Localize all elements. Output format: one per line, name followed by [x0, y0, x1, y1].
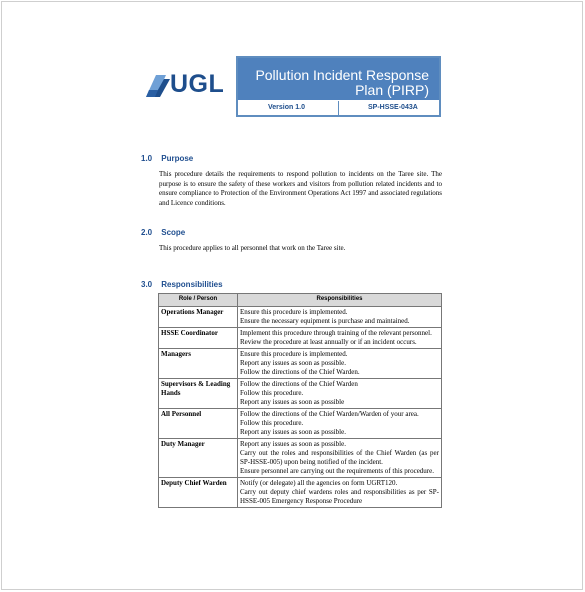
responsibilities-table — [158, 293, 442, 508]
purpose-number: 1.0 — [141, 154, 153, 163]
responsibility-line: Carry out the roles and responsibilities of the Chief Warden (as per SP-HSSE-005) upon being notified of the incident. — [240, 449, 439, 466]
title-block — [236, 56, 441, 117]
table-row — [159, 439, 442, 478]
responsibility-line: Follow this procedure. — [240, 419, 304, 427]
responsibilities-cell — [238, 409, 442, 439]
scope-text: This procedure applies to all personnel that work on the Taree site. — [159, 244, 346, 252]
responsibility-line: Review the procedure at least annually or if an incident occurs. — [240, 338, 417, 346]
responsibility-line: Follow this procedure. — [240, 389, 304, 397]
responsibilities-title: Responsibilities — [161, 280, 223, 289]
responsibilities-cell — [238, 439, 442, 478]
responsibility-line: Follow the directions of the Chief Warden — [240, 380, 358, 388]
role-cell: Deputy Chief Warden — [159, 478, 238, 508]
table-row — [159, 328, 442, 349]
version-label: Version 1.0 — [268, 104, 305, 111]
responsibility-line: Report any issues as soon as possible — [240, 398, 345, 406]
purpose-title: Purpose — [161, 154, 194, 163]
table-row — [159, 349, 442, 379]
responsibilities-cell — [238, 478, 442, 508]
role-cell: Supervisors & Leading Hands — [159, 379, 238, 409]
responsibility-line: Ensure this procedure is implemented. — [240, 350, 348, 358]
role-cell: Managers — [159, 349, 238, 379]
responsibility-line: Carry out deputy chief wardens roles and responsibilities as per SP-HSSE-005 Emergency Response Procedure — [240, 488, 439, 505]
responsibility-line: Report any issues as soon as possible. — [240, 359, 346, 367]
scope-heading — [141, 228, 185, 237]
responsibility-line: Follow the directions of the Chief Warden/Warden of your area. — [240, 410, 419, 418]
responsibilities-column-header: Responsibilities — [238, 294, 442, 307]
responsibilities-number: 3.0 — [141, 280, 153, 289]
responsibility-line: Report any issues as soon as possible. — [240, 428, 346, 436]
role-cell: HSSE Coordinator — [159, 328, 238, 349]
responsibilities-cell — [238, 328, 442, 349]
responsibilities-cell — [238, 307, 442, 328]
role-cell: All Personnel — [159, 409, 238, 439]
scope-number: 2.0 — [141, 228, 153, 237]
role-cell: Duty Manager — [159, 439, 238, 478]
responsibility-line: Report any issues as soon as possible. — [240, 440, 346, 448]
document-title: Pollution Incident Response Plan (PIRP) — [238, 58, 439, 100]
responsibility-line: Implement this procedure through training of the relevant personnel. — [240, 329, 432, 337]
responsibilities-heading — [141, 280, 223, 289]
responsibility-line: Ensure this procedure is implemented. — [240, 308, 348, 316]
responsibilities-cell — [238, 379, 442, 409]
table-header-row — [159, 294, 442, 307]
table-row — [159, 478, 442, 508]
purpose-text: This procedure details the requirements to respond pollution to incidents on the Taree site. The purpose is to ensure the safety of these workers and visitors from pollution related incidents and to ensure compliance to Protection of the Environment Operations Act 1997 and associated regulations and Licence conditions. — [159, 170, 442, 207]
role-cell: Operations Manager — [159, 307, 238, 328]
responsibility-line: Ensure the necessary equipment is purchase and maintained. — [240, 317, 410, 325]
table-row — [159, 409, 442, 439]
role-column-header: Role / Person — [159, 294, 238, 307]
table-row — [159, 379, 442, 409]
logo-text: UGL — [170, 70, 225, 98]
document-id: SP-HSSE-043A — [368, 104, 418, 111]
responsibility-line: Ensure personnel are carrying out the requirements of this procedure. — [240, 467, 434, 475]
responsibility-line: Notify (or delegate) all the agencies on form UGRT120. — [240, 479, 398, 487]
responsibility-line: Follow the directions of the Chief Warden. — [240, 368, 360, 376]
title-meta-row — [238, 101, 439, 115]
scope-title: Scope — [161, 228, 186, 237]
responsibilities-cell — [238, 349, 442, 379]
purpose-heading — [141, 154, 193, 163]
table-row — [159, 307, 442, 328]
meta-divider — [338, 101, 339, 115]
